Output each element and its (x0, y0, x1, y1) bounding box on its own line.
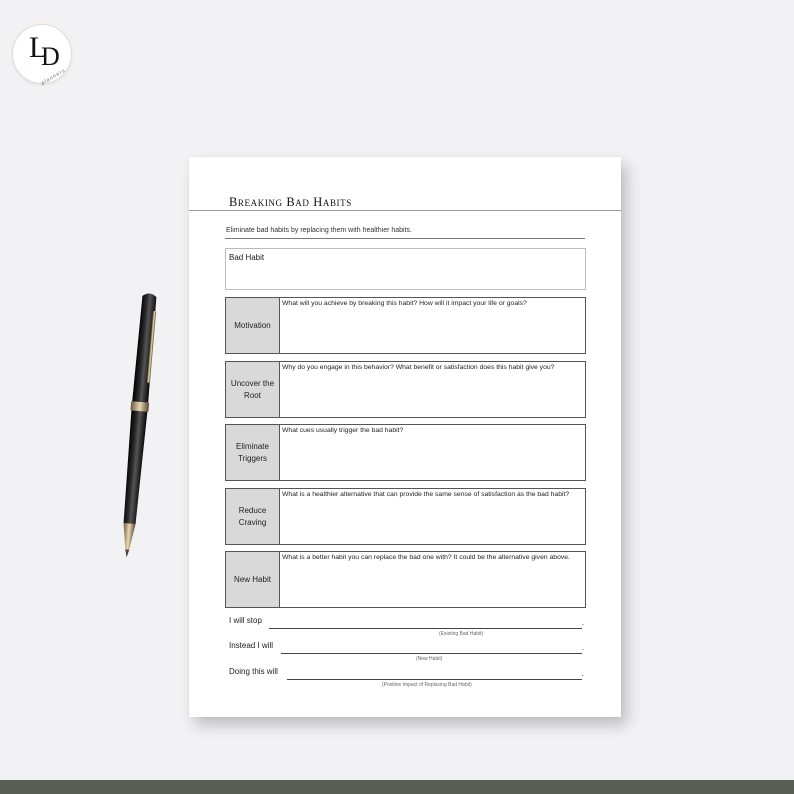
statement-label: I will stop (229, 616, 262, 625)
section-label: Eliminate Triggers (226, 425, 280, 480)
fill-line[interactable] (269, 628, 582, 629)
statement-end: . (581, 669, 584, 678)
footer-bar (0, 780, 794, 794)
pen-image (118, 292, 158, 562)
reduce-craving-section[interactable] (225, 488, 586, 545)
page-subtitle: Eliminate bad habits by replacing them with healthier habits. (226, 227, 412, 234)
title-divider (189, 210, 621, 211)
statement-label: Doing this will (229, 667, 278, 676)
logo-letter-l: L (29, 31, 48, 64)
statement-end: . (581, 618, 584, 627)
fill-line[interactable] (281, 653, 582, 654)
statement-hint: (Positive Impact of Replacing Bad Habit) (382, 682, 472, 688)
bad-habit-field[interactable] (225, 248, 586, 290)
motivation-section[interactable] (225, 297, 586, 354)
logo-wordmark: planners (40, 67, 67, 87)
bad-habit-label: Bad Habit (229, 253, 265, 262)
section-label: Motivation (226, 298, 280, 353)
section-prompt: What is a healthier alternative that can provide the same sense of satisfaction as the bad habit? (282, 491, 570, 498)
logo-letter-d: D (41, 42, 60, 71)
section-label: Uncover the Root (226, 362, 280, 417)
page-title: Breaking Bad Habits (229, 195, 352, 209)
planner-sheet (189, 157, 621, 717)
statement-label: Instead I will (229, 641, 274, 650)
brand-logo (12, 24, 72, 87)
section-prompt: Why do you engage in this behavior? What benefit or satisfaction does this habit give you? (282, 364, 555, 371)
statement-hint: (New Habit) (416, 656, 443, 662)
section-prompt: What will you achieve by breaking this habit? How will it impact your life or goals? (282, 300, 527, 307)
section-label: Reduce Craving (226, 489, 280, 544)
new-habit-section[interactable] (225, 551, 586, 608)
section-prompt: What is a better habit you can replace the bad one with? It could be the alternative given above. (282, 554, 570, 561)
section-label: New Habit (226, 552, 280, 607)
subtitle-divider (225, 238, 585, 239)
statement-hint: (Existing Bad Habit) (439, 631, 484, 637)
statement-end: . (581, 643, 584, 652)
section-prompt: What cues usually trigger the bad habit? (282, 427, 404, 434)
eliminate-triggers-section[interactable] (225, 424, 586, 481)
fill-line[interactable] (287, 679, 582, 680)
uncover-root-section[interactable] (225, 361, 586, 418)
